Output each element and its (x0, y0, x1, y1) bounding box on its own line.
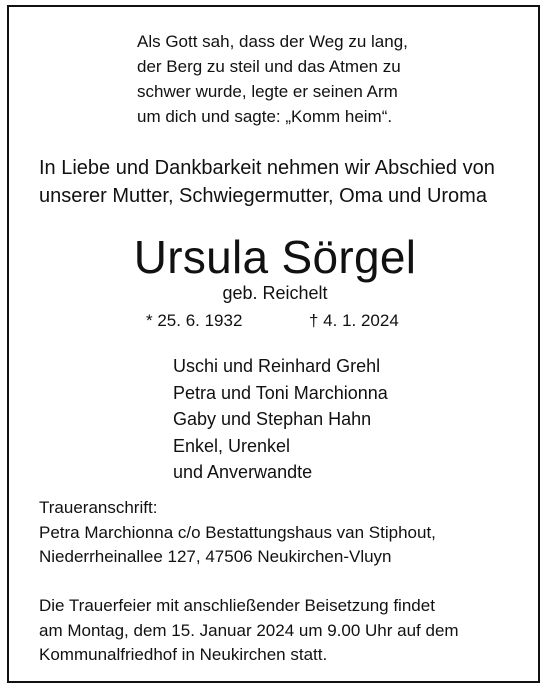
address-heading: Traueranschrift: (39, 498, 158, 517)
mourner-entry: Uschi und Reinhard Grehl (173, 356, 381, 376)
intro-line: In Liebe und Dankbarkeit nehmen wir Abschied von (39, 157, 495, 179)
poem-line: um dich und sagte: „Komm heim“. (137, 107, 393, 126)
address-line: Petra Marchionna c/o Bestattungshaus van Stiphout, (39, 522, 436, 542)
intro-text (39, 154, 495, 210)
mourner-entry: Gaby und Stephan Hahn (173, 409, 372, 429)
mourner-entry: und Anverwandte (173, 462, 313, 482)
birth-date: * 25. 6. 1932 (146, 311, 243, 330)
poem-line: schwer wurde, legte er seinen Arm (137, 82, 398, 101)
poem (137, 29, 408, 129)
address-line: Niederrheinallee 127, 47506 Neukirchen-Vluyn (39, 547, 392, 566)
service-line: am Montag, dem 15. Januar 2024 um 9.00 Uhr auf dem (39, 620, 459, 640)
poem-line: der Berg zu steil und das Atmen zu (137, 57, 401, 76)
mourner-entry: Petra und Toni Marchionna (173, 382, 388, 403)
deceased-name: Ursula Sörgel (133, 231, 417, 283)
intro-line: unserer Mutter, Schwiegermutter, Oma und Uroma (39, 185, 487, 207)
death-date: † 4. 1. 2024 (309, 311, 399, 330)
poem-line: Als Gott sah, dass der Weg zu lang, (137, 32, 408, 51)
mourner-entry: Enkel, Urenkel (173, 435, 291, 456)
mourners-list (173, 353, 388, 486)
mourning-address (39, 496, 436, 570)
funeral-service-info (39, 594, 459, 668)
service-line: Die Trauerfeier mit anschließender Beisetzung findet (39, 596, 435, 615)
service-line: Kommunalfriedhof in Neukirchen statt. (39, 645, 328, 664)
maiden-name: geb. Reichelt (222, 283, 328, 303)
